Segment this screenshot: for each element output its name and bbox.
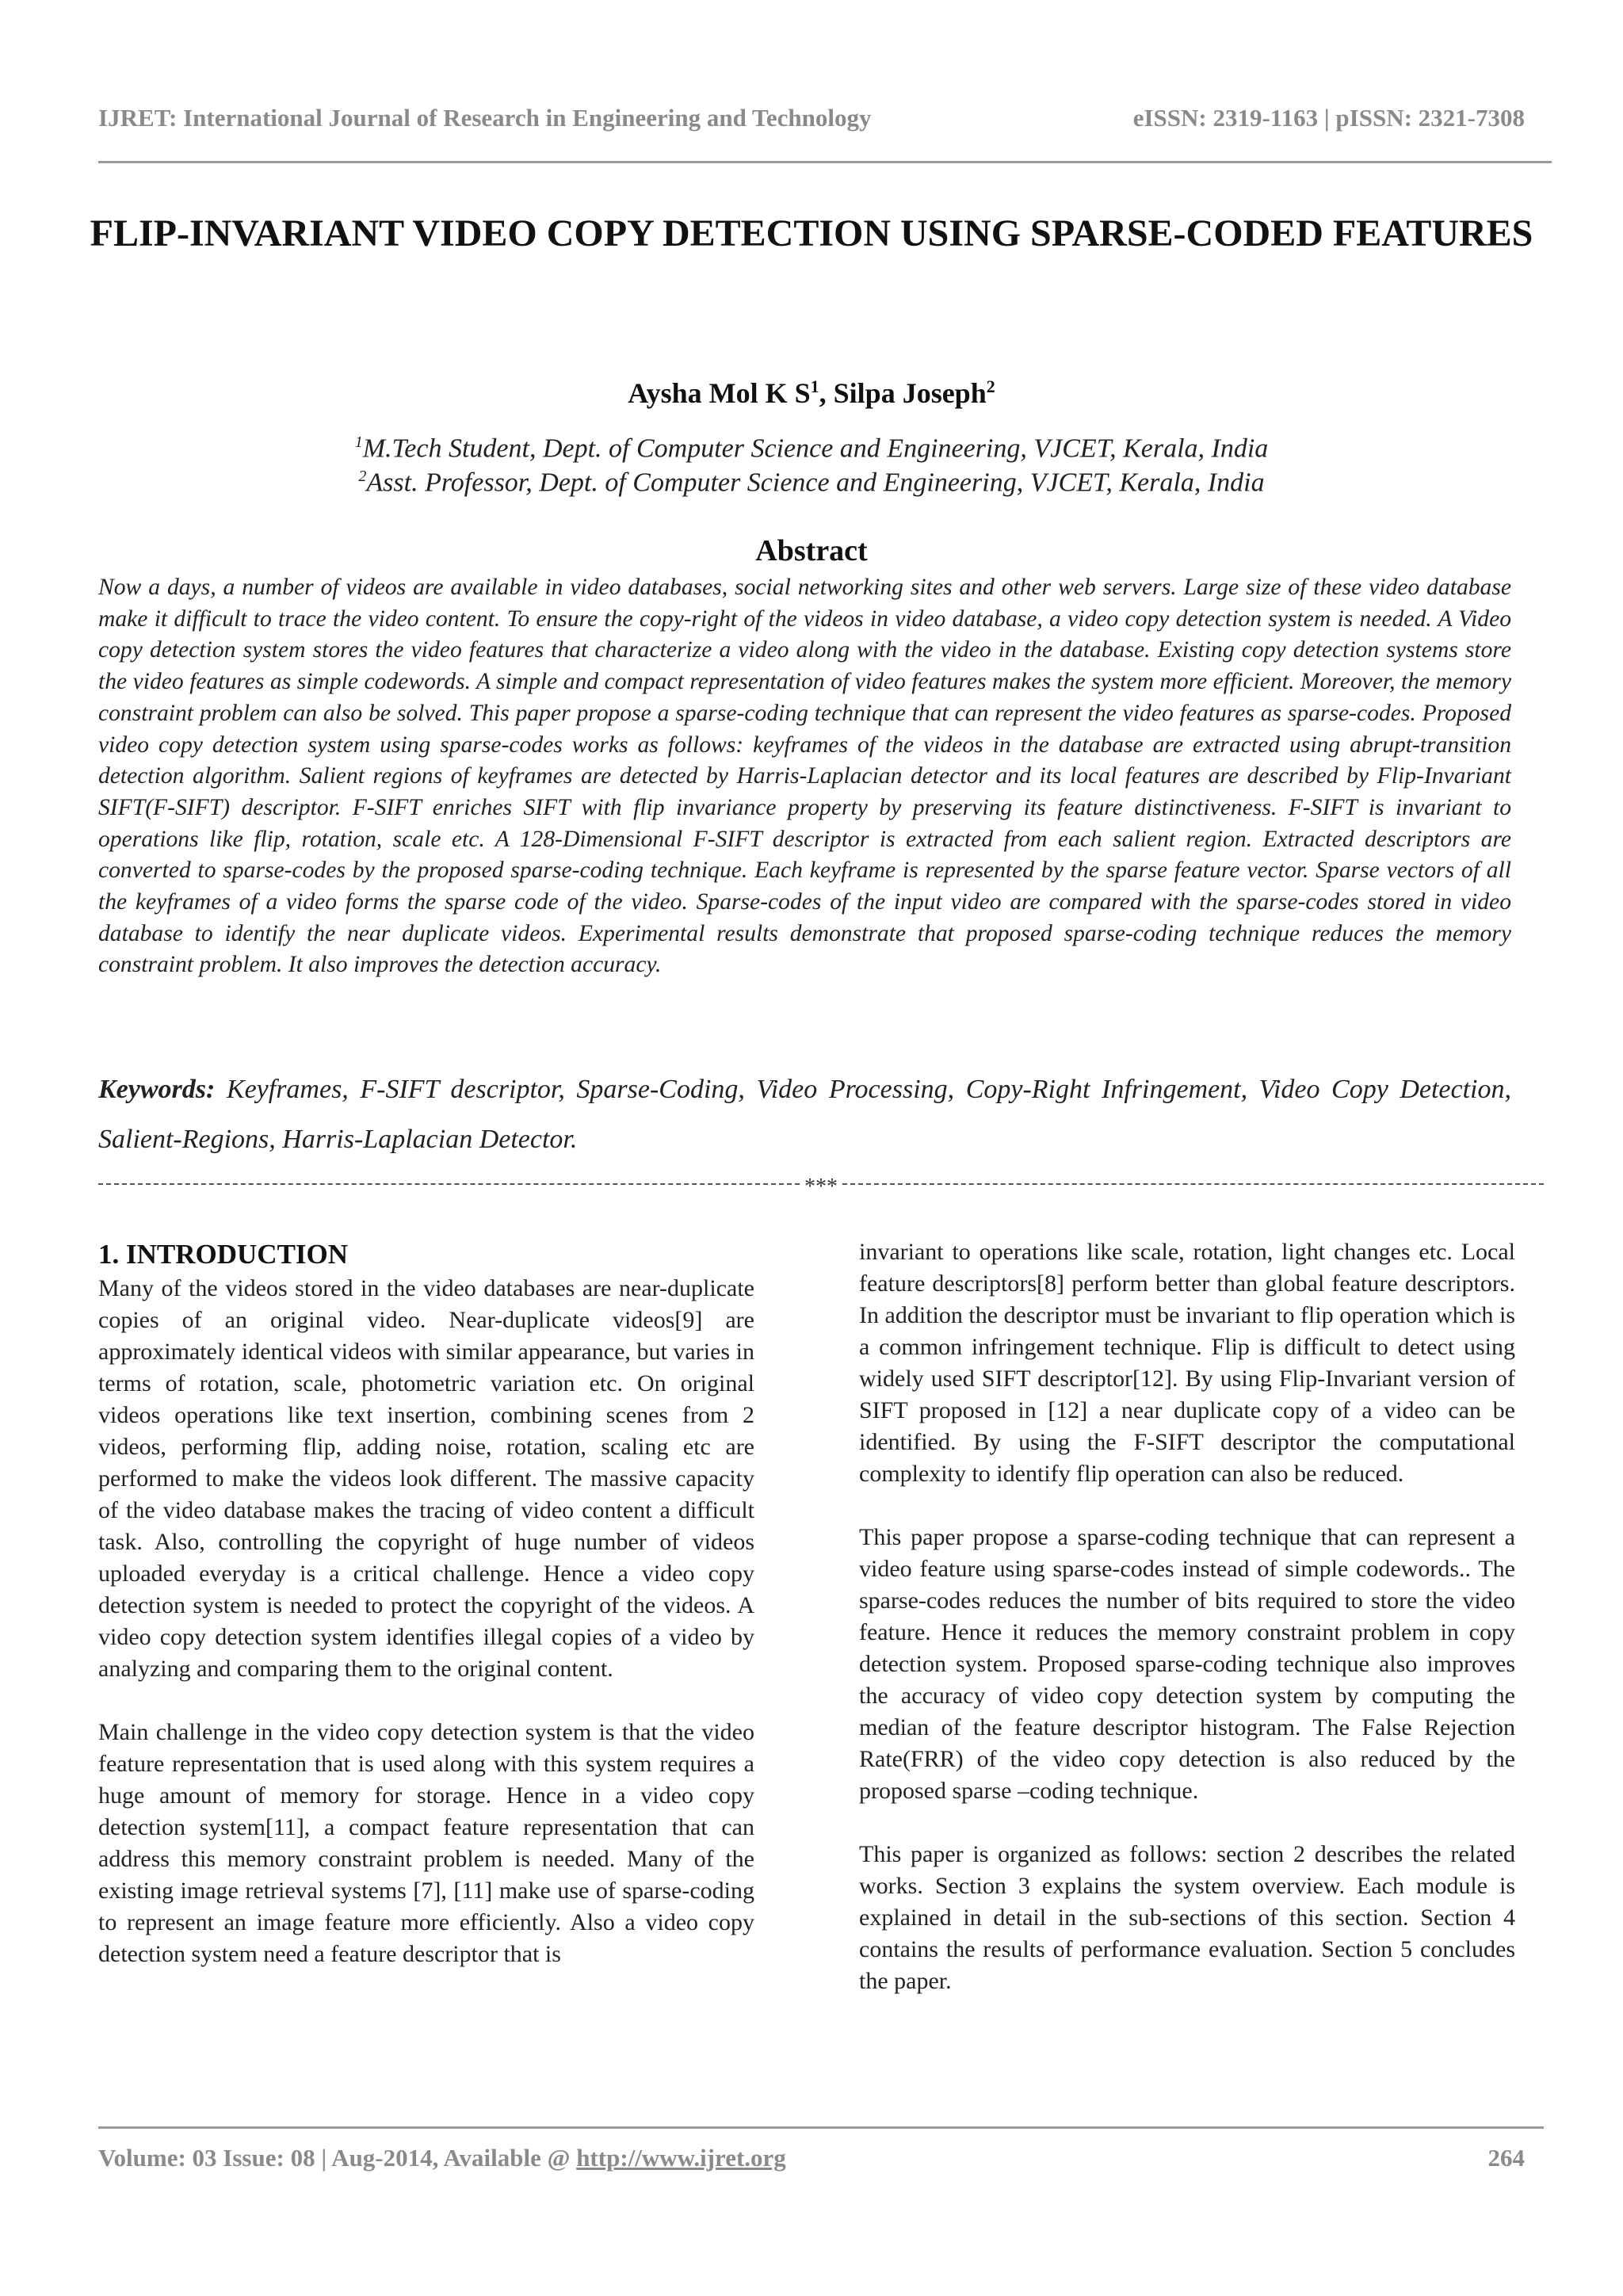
running-header [98,98,1525,138]
right-column [859,1236,1515,1997]
affiliation-2 [98,468,1525,498]
page-number: 264 [1487,2144,1525,2172]
abstract-heading: Abstract [755,534,868,567]
intro-paragraph-4: This paper propose a sparse-coding technique that can represent a video feature using sparse-codes instead of simple codewords.. The sparse-codes reduces the number of bits required to store the video feature. Hence it reduces the memory constraint problem in copy detection system. Proposed sparse-coding technique also improves the accuracy of video copy detection system by computing the median of the feature descriptor histogram. The False Rejection Rate(FRR) of the video copy detection is also reduced by the proposed sparse –coding technique. [859,1524,1515,1804]
separator-dashes-right [842,1183,1544,1185]
separator-dashes-left [98,1183,800,1185]
abstract-text: Now a days, a number of videos are available in video databases, social networking sites and other web servers. Large size of these video database make it difficult to trace the video content. To ensure the copy-right of the videos in video database, a video copy detection system is needed. A Video copy detection system stores the video features that characterize a video along with the video in the database. Existing copy detection systems store the video features as simple codewords. A simple and compact representation of video features makes the system more efficient. Moreover, the memory constraint problem can also be solved. This paper propose a sparse-coding technique that can represent the video features as sparse-codes. Proposed video copy detection system using sparse-codes works as follows: keyframes of the videos in the database are extracted using abrupt-transition detection algorithm. Salient regions of keyframes are detected by Harris-Laplacian detector and its local features are described by Flip-Invariant SIFT(F-SIFT) descriptor. F-SIFT enriches SIFT with flip invariance property by preserving its feature distinctiveness. F-SIFT is invariant to operations like flip, rotation, scale etc. A 128-Dimensional F-SIFT descriptor is extracted from each salient region. Extracted descriptors are converted to sparse-codes by the proposed sparse-coding technique. Each keyframe is represented by the sparse feature vector. Sparse vectors of all the keyframes of a video forms the sparse code of the video. Sparse-codes of the input video are compared with the sparse-codes stored in video database to identify the near duplicate videos. Experimental results demonstrate that proposed sparse-coding technique reduces the memory constraint problem. It also improves the detection accuracy. [98,575,1511,978]
paper-title: FLIP-INVARIANT VIDEO COPY DETECTION USING SPARSE-CODED FEATURES [90,212,1533,254]
issn-info: eISSN: 2319-1163 | pISSN: 2321-7308 [1132,104,1525,132]
author-1: Aysha Mol K S [628,377,811,409]
page-footer [98,2144,1525,2172]
keywords-block [98,1064,1511,1164]
author-line [98,376,1525,410]
footer-info [98,2144,786,2172]
affiliation-1 [98,434,1525,464]
affiliation-1-text: M.Tech Student, Dept. of Computer Science and Engineering, VJCET, Kerala, India [362,434,1269,464]
header-rule [98,161,1552,163]
keywords-text: Keyframes, F-SIFT descriptor, Sparse-Coding, Video Processing, Copy-Right Infringement, Video Copy Detection, Salient-Regions, Harris-Laplacian Detector. [98,1075,1511,1154]
affiliation-1-sup: 1 [354,434,363,451]
affiliation-2-text: Asst. Professor, Dept. of Computer Science and Engineering, VJCET, Kerala, India [366,468,1265,498]
journal-link[interactable]: http://www.ijret.org [576,2144,786,2172]
left-column [98,1236,754,1970]
author-2: Silpa Joseph [833,377,987,409]
separator-stars: *** [804,1175,838,1199]
footer-rule [98,2126,1544,2129]
intro-paragraph-2: Main challenge in the video copy detection system is that the video feature representation that is used along with this system requires a huge amount of memory for storage. Hence in a video copy detection system[11], a compact feature representation that can address this memory constraint problem is needed. Many of the existing image retrieval systems [7], [11] make use of sparse-coding to represent an image feature more efficiently. Also a video copy detection system need a feature descriptor that is [98,1719,754,1967]
author-1-sup: 1 [810,376,819,396]
author-2-sup: 2 [986,376,995,396]
author-separator: , [819,377,834,409]
keywords-label: Keywords: [98,1075,216,1104]
affiliation-2-sup: 2 [358,468,367,485]
journal-name: IJRET: International Journal of Research in Engineering and Technology [98,104,872,132]
intro-paragraph-1: Many of the videos stored in the video databases are near-duplicate copies of an original video. Near-duplicate videos[9] are approximately identical videos with similar appearance, but varies in terms of rotation, scale, photometric variation etc. On original videos operations like text insertion, combining scenes from 2 videos, performing flip, adding noise, rotation, scaling etc are performed to make the videos look different. The massive capacity of the video database makes the tracing of video content a difficult task. Also, controlling the copyright of huge number of videos uploaded everyday is a critical challenge. Hence a video copy detection system is needed to protect the copyright of the videos. A video copy detection system identifies illegal copies of a video by analyzing and comparing them to the original content. [98,1275,754,1682]
intro-paragraph-5: This paper is organized as follows: section 2 describes the related works. Section 3 explains the system overview. Each module is explained in detail in the sub-sections of this section. Section 4 contains the results of performance evaluation. Section 5 concludes the paper. [859,1841,1515,1994]
intro-paragraph-3: invariant to operations like scale, rotation, light changes etc. Local feature descriptors[8] perform better than global feature descriptors. In addition the descriptor must be invariant to flip operation which is a common infringement technique. Flip is difficult to detect using widely used SIFT descriptor[12]. By using Flip-Invariant version of SIFT proposed in [12] a near duplicate copy of a video can be identified. By using the F-SIFT descriptor the computational complexity to identify flip operation can also be reduced. [859,1239,1515,1487]
introduction-heading: 1. INTRODUCTION [98,1239,349,1270]
section-separator [98,1173,1544,1199]
footer-volume: Volume: 03 Issue: 08 | Aug-2014, Available @ [98,2144,577,2172]
